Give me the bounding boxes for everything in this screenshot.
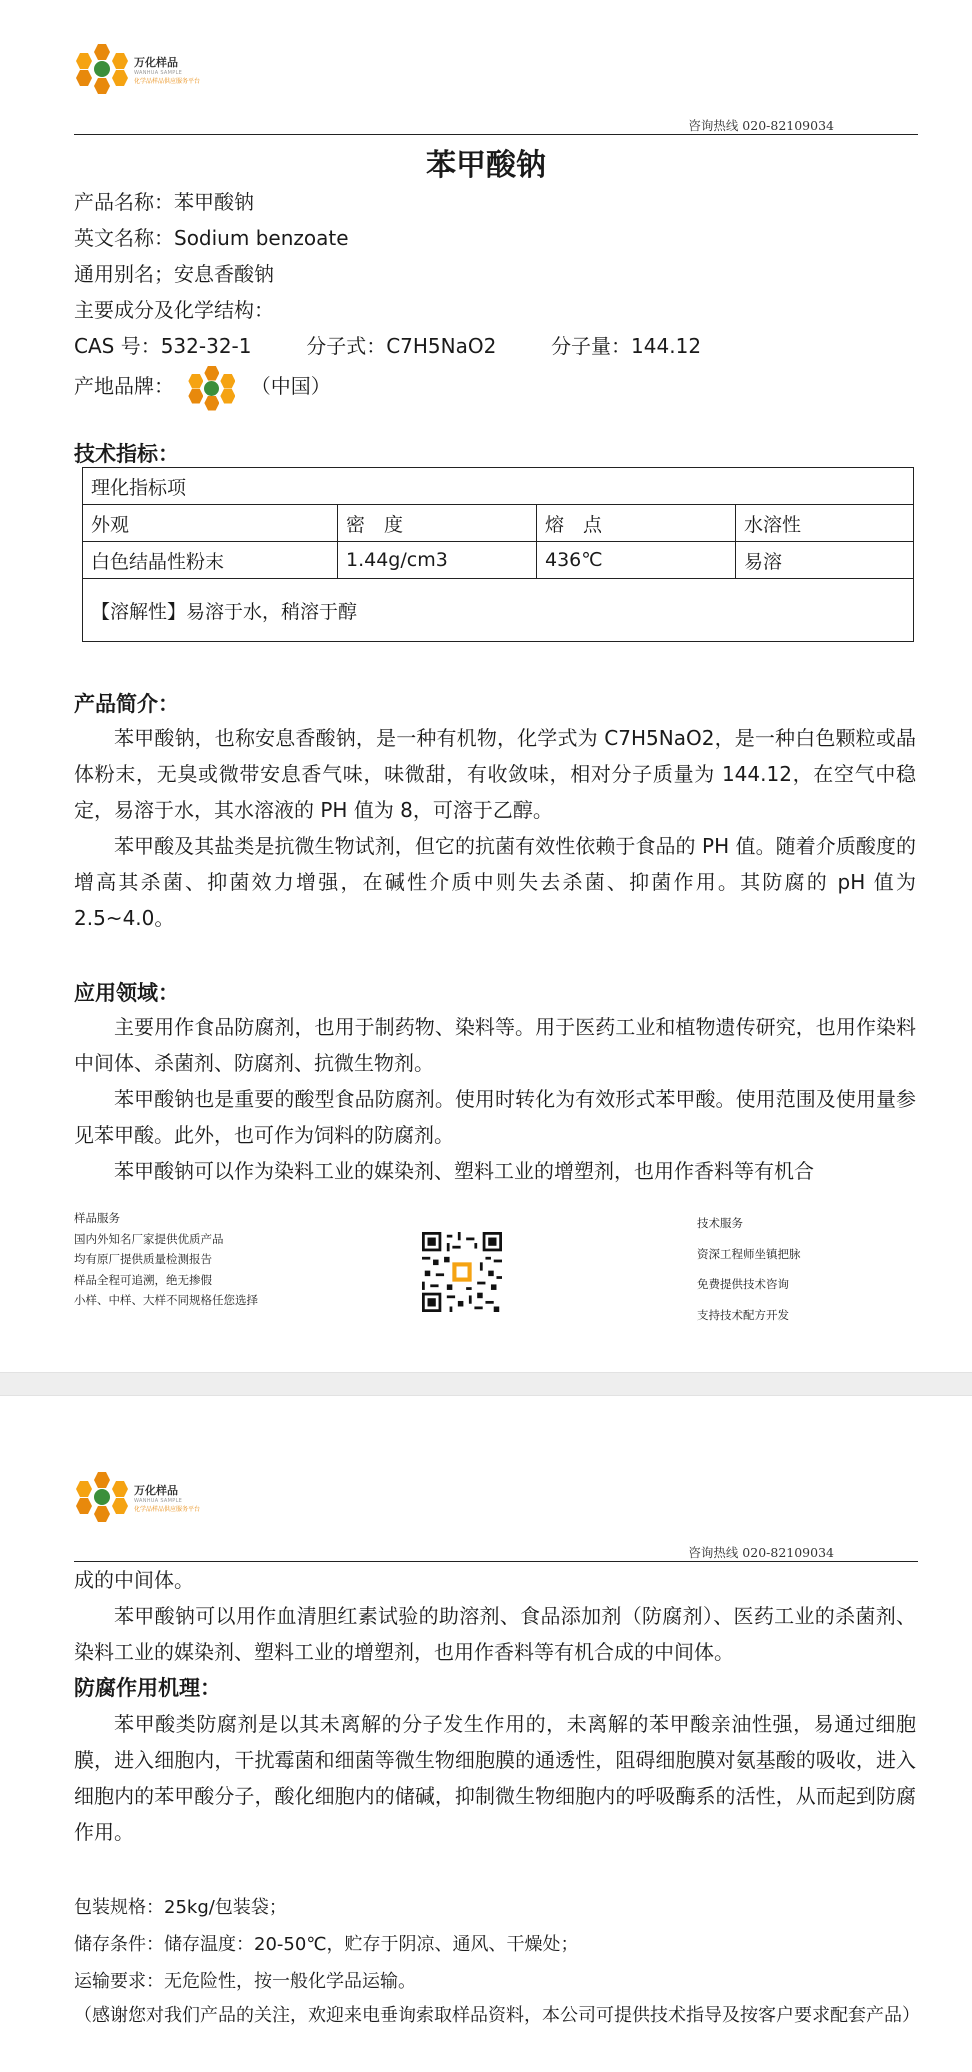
spec-cell: 436℃ [537,542,736,579]
tech-service-item: 免费提供技术咨询 [697,1277,789,1291]
intro-paragraph: 苯甲酸及其盐类是抗微生物试剂，但它的抗菌有效性依赖于食品的 PH 值。随着介质酸度的增高其杀菌、抑菌效力增强，在碱性介质中则失去杀菌、抑菌作用。其防腐的 pH 值为 2.5~4.0。 [74,834,916,930]
application-heading: 应用领域： [74,981,179,1005]
honeycomb-logo-icon [76,1472,128,1522]
product-name: 产品名称：苯甲酸钠 [74,190,254,214]
application-paragraph: 苯甲酸钠也是重要的酸型食品防腐剂。使用时转化为有效形式苯甲酸。使用范围及使用量参见苯甲酸。此外，也可作为饲料的防腐剂。 [74,1087,916,1147]
hotline-text: 咨询热线 020-82109034 [688,1545,834,1560]
sample-service-item: 国内外知名厂家提供优质产品 [74,1231,224,1246]
product-info [74,184,914,408]
header-divider [74,134,918,135]
cas-number: CAS 号：532-32-1 [74,334,252,358]
molecular-formula: 分子式：C7H5NaO2 [306,334,497,358]
hotline-text: 咨询热线 020-82109034 [688,118,834,133]
molecular-weight: 分子量：144.12 [551,334,702,358]
composition-label: 主要成分及化学结构： [74,298,274,322]
continuation-text: 成的中间体。 [74,1568,194,1592]
mechanism-paragraph: 苯甲酸类防腐剂是以其未离解的分子发生作用的，未离解的苯甲酸亲油性强，易通过细胞膜，进入细胞内，干扰霉菌和细菌等微生物细胞膜的通透性，阻碍细胞膜对氨基酸的吸收，进入细胞内的苯甲酸分子，酸化细胞内的储碱，抑制微生物细胞内的呼吸酶系的活性，从而起到防腐作用。 [74,1712,916,1844]
document-title: 苯甲酸钠 [426,148,546,183]
spec-cell: 白色结晶性粉末 [83,542,338,579]
intro-body [74,720,916,936]
packaging-spec: 包装规格：25kg/包装袋； [74,1897,287,1918]
intro-heading: 产品简介： [74,692,179,716]
spec-cell: 易溶 [736,542,914,579]
solubility-note: 【溶解性】易溶于水，稍溶于醇 [83,579,914,642]
spec-cell: 1.44g/cm3 [338,542,537,579]
application-body [74,1009,916,1189]
mechanism-heading: 防腐作用机理： [74,1676,221,1700]
use-paragraph: 苯甲酸钠可以用作血清胆红素试验的助溶剂、食品添加剂（防腐剂）、医药工业的杀菌剂、染料工业的媒染剂、塑料工业的增塑剂，也用作香料等有机合成的中间体。 [74,1604,916,1664]
spec-caption: 理化指标项 [83,468,914,505]
brand-slogan: 化学品样品供应服务平台 [134,77,201,85]
origin-country: （中国） [250,374,331,398]
qr-code-icon [422,1232,502,1312]
sample-service-item: 小样、中样、大样不同规格任您选择 [74,1293,258,1307]
spec-header: 熔 点 [537,505,736,542]
alias: 通用别名；安息香酸钠 [74,262,274,286]
brand-logo [76,1472,200,1522]
tech-service-item: 支持技术配方开发 [697,1307,789,1322]
spec-header: 水溶性 [736,505,914,542]
storage-conditions: 储存条件：储存温度：20-50℃，贮存于阴凉、通风、干燥处； [74,1934,579,1955]
sample-service-item: 均有原厂提供质量检测报告 [74,1252,212,1266]
brand-name-en: WANHUA SAMPLE [134,69,183,76]
honeycomb-logo-icon [76,44,128,94]
tech-service-item: 资深工程师坐镇把脉 [697,1246,801,1261]
sample-service-item: 样品全程可追溯，绝无掺假 [74,1272,212,1287]
origin-label: 产地品牌： [74,374,174,398]
tech-heading: 技术指标： [74,442,179,466]
transport-requirements: 运输要求：无危险性，按一般化学品运输。 [74,1971,416,1992]
intro-paragraph: 苯甲酸钠，也称安息香酸钠，是一种有机物，化学式为 C7H5NaO2，是一种白色颗粒或晶体粉末，无臭或微带安息香气味，味微甜，有收敛味，相对分子质量为 144.12，在空气中稳定，易溶于水，其水溶液的 PH 值为 8，可溶于乙醇。 [74,726,916,822]
sample-service-list [74,1208,258,1311]
packaging-info [74,1889,920,2032]
page-break [0,1372,972,1396]
brand-name-en: WANHUA SAMPLE [134,1497,183,1504]
tech-service-item: 技术服务 [697,1216,743,1230]
spec-table [82,467,914,642]
sample-service-item: 样品服务 [74,1211,120,1225]
brand-mark-icon [188,366,236,410]
closing-note: （感谢您对我们产品的关注，欢迎来电垂询索取样品资料，本公司可提供技术指导及按客户要求配套产品） [74,2005,920,2026]
spec-header: 密 度 [338,505,537,542]
spec-header: 外观 [83,505,338,542]
brand-logo [76,44,200,94]
application-paragraph: 苯甲酸钠可以作为染料工业的媒染剂、塑料工业的增塑剂，也用作香料等有机合 [114,1159,814,1183]
page2-body [74,1562,916,1850]
brand-slogan: 化学品样品供应服务平台 [134,1505,201,1513]
english-name: 英文名称：Sodium benzoate [74,226,349,250]
brand-name: 万化样品 [134,1483,178,1497]
page-2 [0,1396,972,2072]
application-paragraph: 主要用作食品防腐剂，也用于制药物、染料等。用于医药工业和植物遗传研究，也用作染料中间体、杀菌剂、防腐剂、抗微生物剂。 [74,1015,916,1075]
tech-service-list [697,1208,801,1330]
brand-name: 万化样品 [134,55,178,69]
